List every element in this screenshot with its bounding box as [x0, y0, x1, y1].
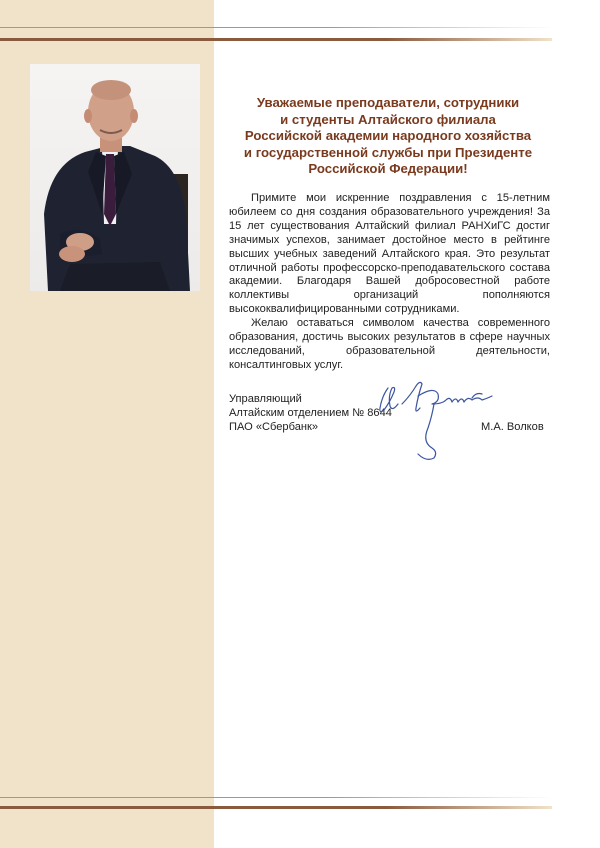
top-rule: [0, 38, 552, 41]
title-line: и студенты Алтайского филиала: [280, 111, 496, 127]
bottom-thin-rule: [0, 797, 552, 798]
signatory-position: [229, 393, 392, 435]
bottom-rule: [0, 806, 552, 809]
letter-body: [229, 192, 550, 373]
body-paragraph: Желаю оставаться символом качества современного образования, достичь высоких результатов в сфере научных исследований, образовательной деятельности, консалтинговых услуг.: [229, 317, 550, 371]
top-thin-rule: [0, 27, 552, 28]
portrait-photo: [30, 64, 200, 291]
position-line: Алтайским отделением № 8644: [229, 406, 392, 419]
position-line: Управляющий: [229, 393, 302, 405]
title-line: Российской Федерации!: [308, 161, 468, 176]
title-line: Уважаемые преподаватели, сотрудники: [256, 95, 520, 110]
signatory-name: М.А. Волков: [481, 421, 544, 433]
position-line: ПАО «Сбербанк»: [229, 420, 319, 433]
body-paragraph: Примите мои искренние поздравления с 15-летним юбилеем со дня создания образовательного учреждения! За 15 лет существования Алтайский филиал РАНХиГС достиг значимых успехов, занимает достойное место в рейтинге высших учебных заведений Алтайского края. Это результат отличной работы профессорско-преподавательского состава академии. Благодаря Вашей добросовестной работе коллективы организаций пополняются высококвалифицированными сотрудниками.: [229, 192, 550, 316]
letter-title: [228, 95, 548, 178]
title-line: Российской академии народного хозяйства: [244, 128, 532, 143]
handwritten-signature: [372, 374, 496, 462]
title-line: и государственной службы при Президенте: [243, 144, 533, 160]
